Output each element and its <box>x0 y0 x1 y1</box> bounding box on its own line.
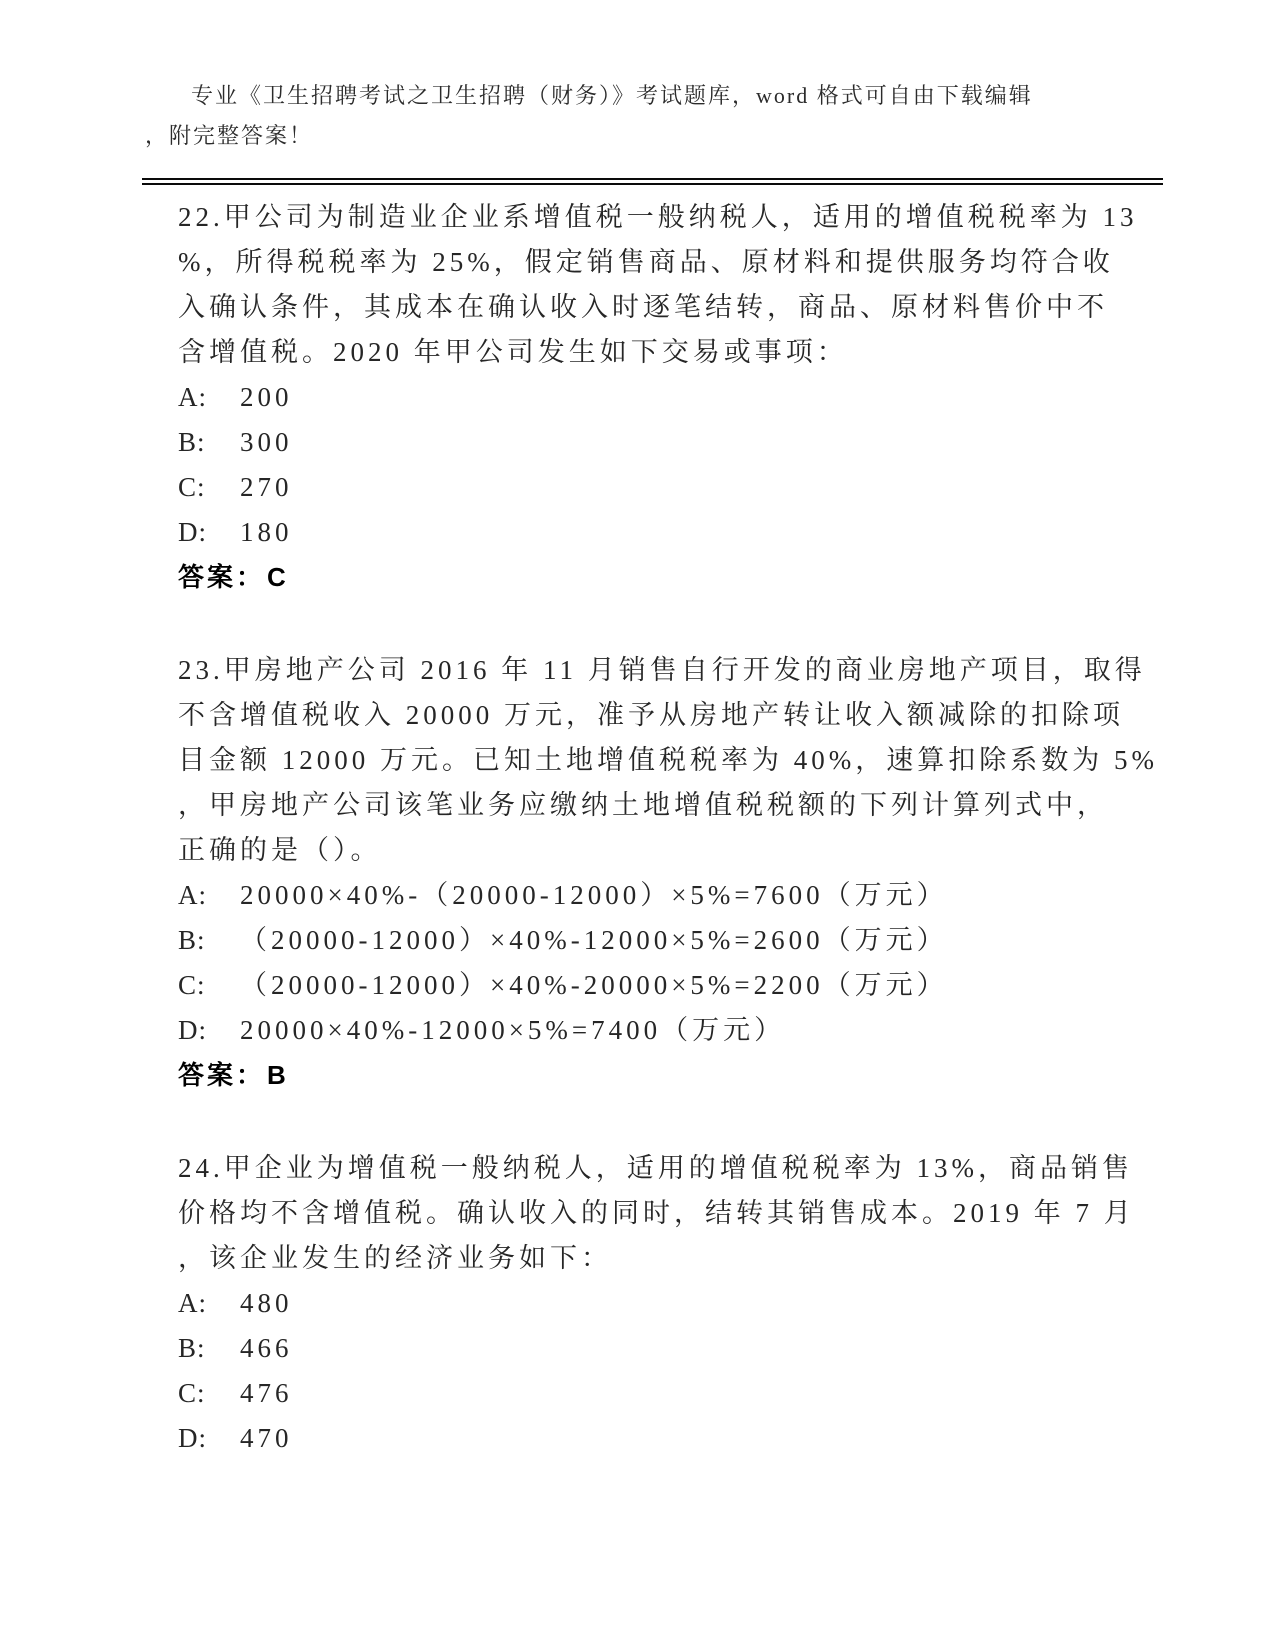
option-text: 466 <box>240 1333 293 1363</box>
option-c <box>178 465 1188 510</box>
option-b <box>178 1326 1188 1371</box>
option-text: （20000-12000）×40%-20000×5%=2200（万元） <box>240 970 948 1000</box>
option-label: A: <box>178 880 207 910</box>
option-text: 300 <box>240 427 293 457</box>
question-block-23 <box>178 648 1188 1098</box>
answer-label: 答案： <box>178 1060 266 1090</box>
option-a <box>178 375 1188 420</box>
option-text: 200 <box>240 382 293 412</box>
option-label: B: <box>178 1333 206 1363</box>
option-text: 476 <box>240 1378 293 1408</box>
question-text-line: 不含增值税收入 20000 万元，准予从房地产转让收入额减除的扣除项 <box>178 700 1124 730</box>
answer-value: C <box>267 562 289 592</box>
question-text-line: ，该企业发生的经济业务如下： <box>178 1243 612 1273</box>
option-label: B: <box>178 925 206 955</box>
question-block-22 <box>178 195 1188 600</box>
option-label: B: <box>178 427 206 457</box>
option-label: C: <box>178 472 206 502</box>
option-b <box>178 420 1188 465</box>
option-label: D: <box>178 1015 207 1045</box>
answer-line <box>178 555 1188 600</box>
question-text-line: 22.甲公司为制造业企业系增值税一般纳税人，适用的增值税税率为 13 <box>178 202 1138 232</box>
answer-value: B <box>267 1060 289 1090</box>
option-label: A: <box>178 382 207 412</box>
option-label: D: <box>178 517 207 547</box>
option-text: 180 <box>240 517 293 547</box>
question-block-24 <box>178 1146 1188 1461</box>
question-text-line: ，甲房地产公司该笔业务应缴纳土地增值税税额的下列计算列式中， <box>178 790 1108 820</box>
answer-label: 答案： <box>178 562 266 592</box>
question-text-line: 23.甲房地产公司 2016 年 11 月销售自行开发的商业房地产项目，取得 <box>178 655 1146 685</box>
option-d <box>178 1416 1188 1461</box>
option-label: D: <box>178 1423 207 1453</box>
option-c <box>178 1371 1188 1416</box>
page-header <box>145 76 1166 156</box>
option-text: 20000×40%-12000×5%=7400（万元） <box>240 1015 786 1045</box>
option-text: 20000×40%-（20000-12000）×5%=7600（万元） <box>240 880 948 910</box>
option-a <box>178 1281 1188 1326</box>
questions-area <box>178 195 1188 1461</box>
question-text-line: 含增值税。2020 年甲公司发生如下交易或事项： <box>178 337 848 367</box>
option-d <box>178 510 1188 555</box>
option-d <box>178 1008 1188 1053</box>
header-text-line: 专业《卫生招聘考试之卫生招聘（财务）》考试题库，word 格式可自由下载编辑 <box>191 83 1033 108</box>
option-c <box>178 963 1188 1008</box>
option-b <box>178 918 1188 963</box>
option-text: 470 <box>240 1423 293 1453</box>
question-text-line: 24.甲企业为增值税一般纳税人，适用的增值税税率为 13%，商品销售 <box>178 1153 1133 1183</box>
answer-line <box>178 1053 1188 1098</box>
question-text-line: 入确认条件，其成本在确认收入时逐笔结转，商品、原材料售价中不 <box>178 292 1108 322</box>
option-a <box>178 873 1188 918</box>
header-text-line: ，附完整答案！ <box>145 123 314 148</box>
option-text: （20000-12000）×40%-12000×5%=2600（万元） <box>240 925 948 955</box>
option-label: C: <box>178 970 206 1000</box>
question-text-line: 正确的是（）。 <box>178 835 382 865</box>
question-text-line: %，所得税税率为 25%，假定销售商品、原材料和提供服务均符合收 <box>178 247 1114 277</box>
question-text-line: 价格均不含增值税。确认收入的同时，结转其销售成本。2019 年 7 月 <box>178 1198 1135 1228</box>
option-text: 270 <box>240 472 293 502</box>
header-divider-rule <box>142 178 1163 185</box>
option-label: A: <box>178 1288 207 1318</box>
option-label: C: <box>178 1378 206 1408</box>
option-text: 480 <box>240 1288 293 1318</box>
question-text-line: 目金额 12000 万元。已知土地增值税税率为 40%，速算扣除系数为 5% <box>178 745 1158 775</box>
